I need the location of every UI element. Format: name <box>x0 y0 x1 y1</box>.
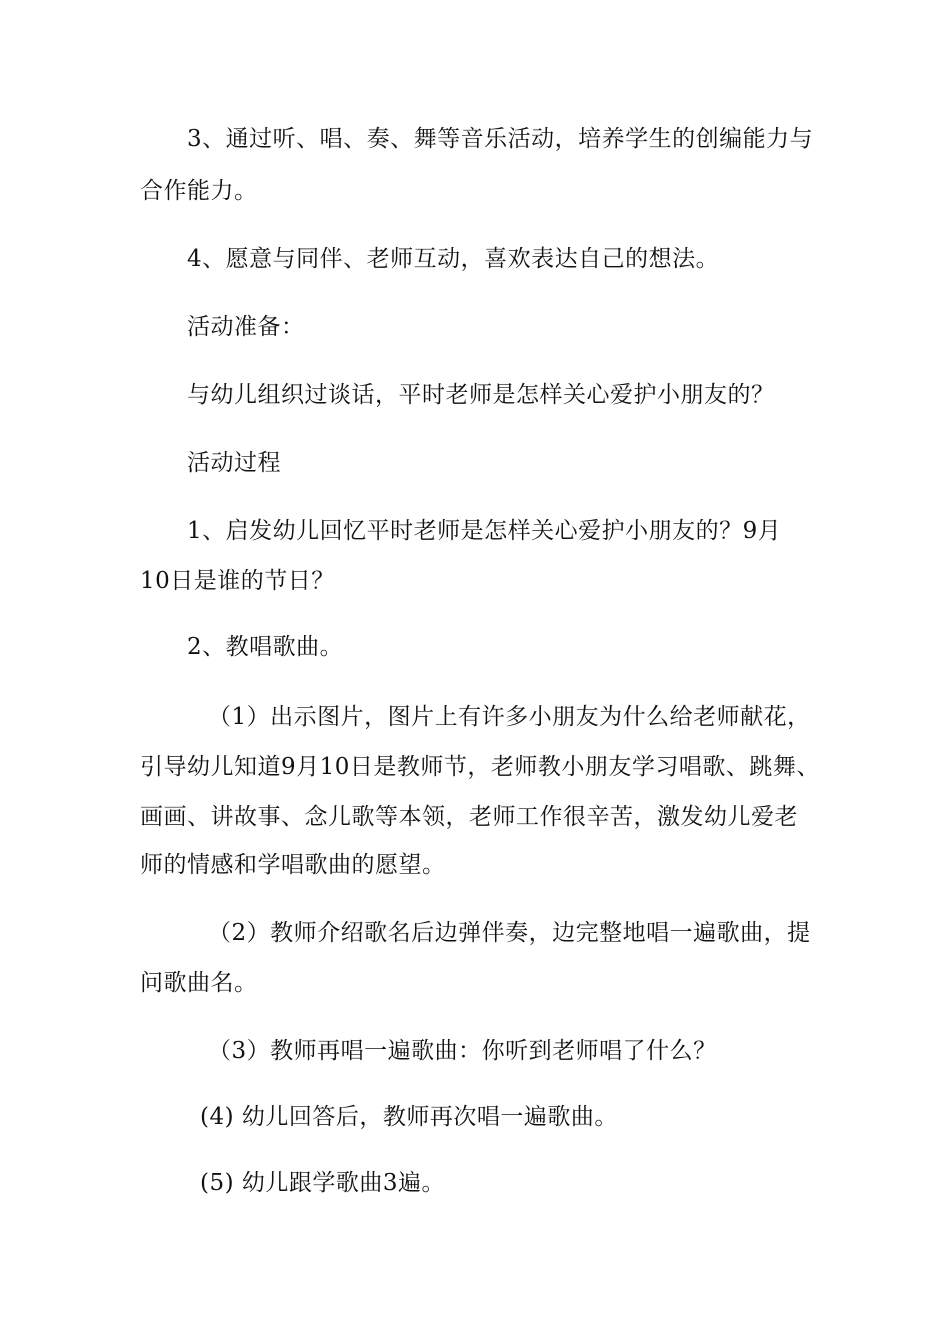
objective-3-line-1: 3、通过听、唱、奏、舞等音乐活动，培养学生的创编能力与 <box>187 126 814 152</box>
sub-5: (5) 幼儿跟学歌曲3遍。 <box>200 1170 446 1196</box>
sub-1-line-4: 师的情感和学唱歌曲的愿望。 <box>140 852 446 878</box>
preparation-heading: 活动准备： <box>187 314 305 340</box>
objective-3-line-2: 合作能力。 <box>140 178 258 204</box>
preparation-text: 与幼儿组织过谈话，平时老师是怎样关心爱护小朋友的？ <box>187 382 775 408</box>
sub-1-line-2: 引导幼儿知道9月10日是教师节，老师教小朋友学习唱歌、跳舞、 <box>140 754 820 780</box>
sub-4: (4) 幼儿回答后，教师再次唱一遍歌曲。 <box>200 1104 618 1130</box>
step-1-line-1: 1、启发幼儿回忆平时老师是怎样关心爱护小朋友的？9月 <box>187 518 782 544</box>
step-1-line-2: 10日是谁的节日？ <box>140 568 335 594</box>
sub-1-line-1: （1）出示图片，图片上有许多小朋友为什么给老师献花， <box>208 704 811 730</box>
process-heading: 活动过程 <box>187 450 281 476</box>
objective-4: 4、愿意与同伴、老师互动，喜欢表达自己的想法。 <box>187 246 720 272</box>
sub-2-line-2: 问歌曲名。 <box>140 970 258 996</box>
step-2: 2、教唱歌曲。 <box>187 634 344 660</box>
sub-1-line-3: 画画、讲故事、念儿歌等本领，老师工作很辛苦，激发幼儿爱老 <box>140 804 798 830</box>
sub-3: （3）教师再唱一遍歌曲：你听到老师唱了什么？ <box>208 1038 717 1064</box>
sub-2-line-1: （2）教师介绍歌名后边弹伴奏，边完整地唱一遍歌曲，提 <box>208 920 811 946</box>
